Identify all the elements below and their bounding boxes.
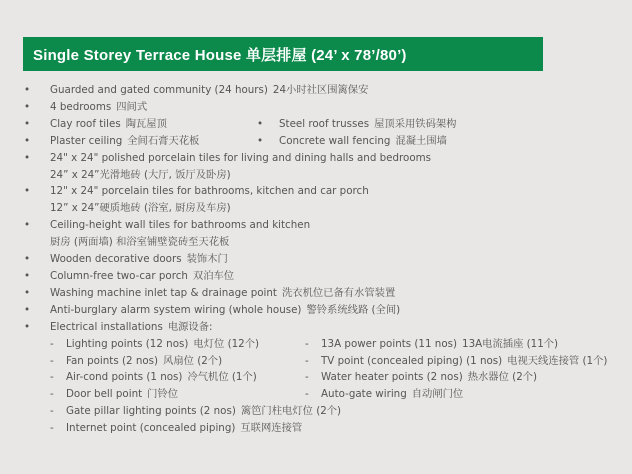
sub-item-text: Air-cond points (1 nos) [66,371,183,384]
dash: - [50,354,54,367]
sub-item-text-cn: 篱笆门柱电灯位 (2个) [240,405,342,418]
list-item [24,150,624,184]
sub-item-text: Lighting points (12 nos) [66,337,189,350]
sub-item [50,403,341,420]
item-text: 4 bedrooms [50,100,112,113]
item-text-cn: 装饰木门 [186,253,228,266]
sub-item-text-cn: 13A电流插座 (11个) [462,337,559,350]
dash: - [50,371,54,384]
bullet: • [24,134,31,147]
sub-item [50,369,305,386]
item-text: Washing machine inlet tap & drainage point [50,286,277,299]
bullet: • [24,117,31,130]
item-text-cn: 警铃系统线路 (全间) [306,303,401,316]
item-text: Plaster ceiling [50,134,123,147]
list-item [24,99,624,116]
feature-list [24,82,624,437]
sub-item-text: 13A power points (11 nos) [321,337,458,350]
item-text-cn: 混凝土围墙 [395,134,447,147]
sub-item-text-cn: 电视天线连接管 (1个) [507,354,608,367]
bullet: • [24,303,31,316]
item-text-cn: 厨房 (两面墙) 和浴室铺壁瓷砖至天花板 [50,236,230,249]
sub-row [50,403,624,420]
list-item [24,217,624,251]
sub-item-text-cn: 热水器位 (2个) [467,371,538,384]
bullet: • [24,185,31,198]
sub-item-text: Auto-gate wiring [321,388,407,401]
item-text-cn: 24小时社区围篱保安 [272,84,369,96]
sub-item-text: Internet point (concealed piping) [66,422,236,435]
item-text-cn: 24” x 24”光滑地砖 (大厅, 饭厅及卧房) [50,168,231,181]
item-text-cn: 洗衣机位已备有水管装置 [281,286,396,299]
list-item [24,268,624,285]
sub-item-text: TV point (concealed piping) (1 nos) [321,354,503,367]
sub-item-text: Fan points (2 nos) [66,354,159,367]
list-item [24,82,624,99]
item-text-cn: 双泊车位 [192,269,235,282]
list-item [24,251,624,268]
sub-row [50,420,624,437]
item-text: 24" x 24" polished porcelain tiles for living and dining halls and bedrooms [50,151,432,164]
bullet: • [24,100,31,113]
item-text-cn: 12” x 24”硬质地砖 (浴室, 厨房及车房) [50,202,231,215]
sub-item-text-cn: 自动闸门位 [411,388,464,401]
list-item [24,302,624,319]
dash: - [50,422,54,435]
dash: - [50,337,54,350]
sub-item-text-cn: 风扇位 (2个) [163,354,223,367]
item-text: Concrete wall fencing [279,134,391,147]
dash: - [305,354,309,367]
item-text-cn: 四间式 [116,100,148,113]
item-text: 12" x 24" porcelain tiles for bathrooms, kitchen and car porch [50,185,369,198]
sub-item-text-cn: 互联网连接管 [240,422,303,435]
sub-item-text-cn: 电灯位 (12个) [193,337,260,350]
sub-row [50,369,624,386]
list-item-pair [24,116,624,133]
dash: - [305,337,309,350]
bullet: • [24,269,31,282]
electrical-sublist [24,336,624,437]
item-text-cn: 全间石膏天花板 [127,134,200,147]
item-text: Electrical installations [50,320,163,333]
dash: - [50,405,54,418]
sub-item [305,369,560,386]
list-item-pair [24,133,624,150]
bullet: • [257,134,264,147]
title-bar [23,37,543,71]
sub-row [50,336,624,353]
sub-item-text: Water heater points (2 nos) [321,371,463,384]
sub-item [50,420,302,437]
item-text-cn: 屋顶采用铁码架构 [374,117,457,130]
list-item-electrical [24,319,624,336]
bullet: • [24,253,31,266]
item-text: Column-free two-car porch [50,269,188,282]
item-text: Ceiling-height wall tiles for bathrooms and kitchen [50,219,311,232]
sub-item [50,336,305,353]
sub-row [50,386,624,403]
sub-item [50,353,305,370]
item-text: Steel roof trusses [279,117,370,130]
item-text-cn: 陶瓦屋顶 [125,117,167,130]
item-text: Anti-burglary alarm system wiring (whole house) [50,303,302,316]
bullet: • [24,219,31,232]
sub-row [50,353,624,370]
sub-item [305,386,560,403]
sub-item-text: Gate pillar lighting points (2 nos) [66,405,236,418]
sub-item [305,336,560,353]
item-text: Wooden decorative doors [50,253,182,266]
item-text: Clay roof tiles [50,117,121,130]
list-item [24,183,624,217]
sub-item [50,386,305,403]
bullet: • [24,151,31,164]
dash: - [50,388,54,401]
dash: - [305,388,309,401]
bullet: • [257,117,264,130]
bullet: • [24,286,31,299]
sub-item-text: Door bell point [66,388,143,401]
page-title: Single Storey Terrace House 单层排屋 (24’ x 78’/80’) [33,46,407,64]
sub-item-text-cn: 冷气机位 (1个) [187,371,257,384]
sub-item-text-cn: 门铃位 [147,388,179,401]
dash: - [305,371,309,384]
bullet: • [24,320,31,333]
item-text-cn: 电源设备: [167,320,213,333]
bullet: • [24,84,31,96]
item-text: Guarded and gated community (24 hours) [50,84,268,96]
list-item [24,285,624,302]
sub-item [305,353,608,370]
